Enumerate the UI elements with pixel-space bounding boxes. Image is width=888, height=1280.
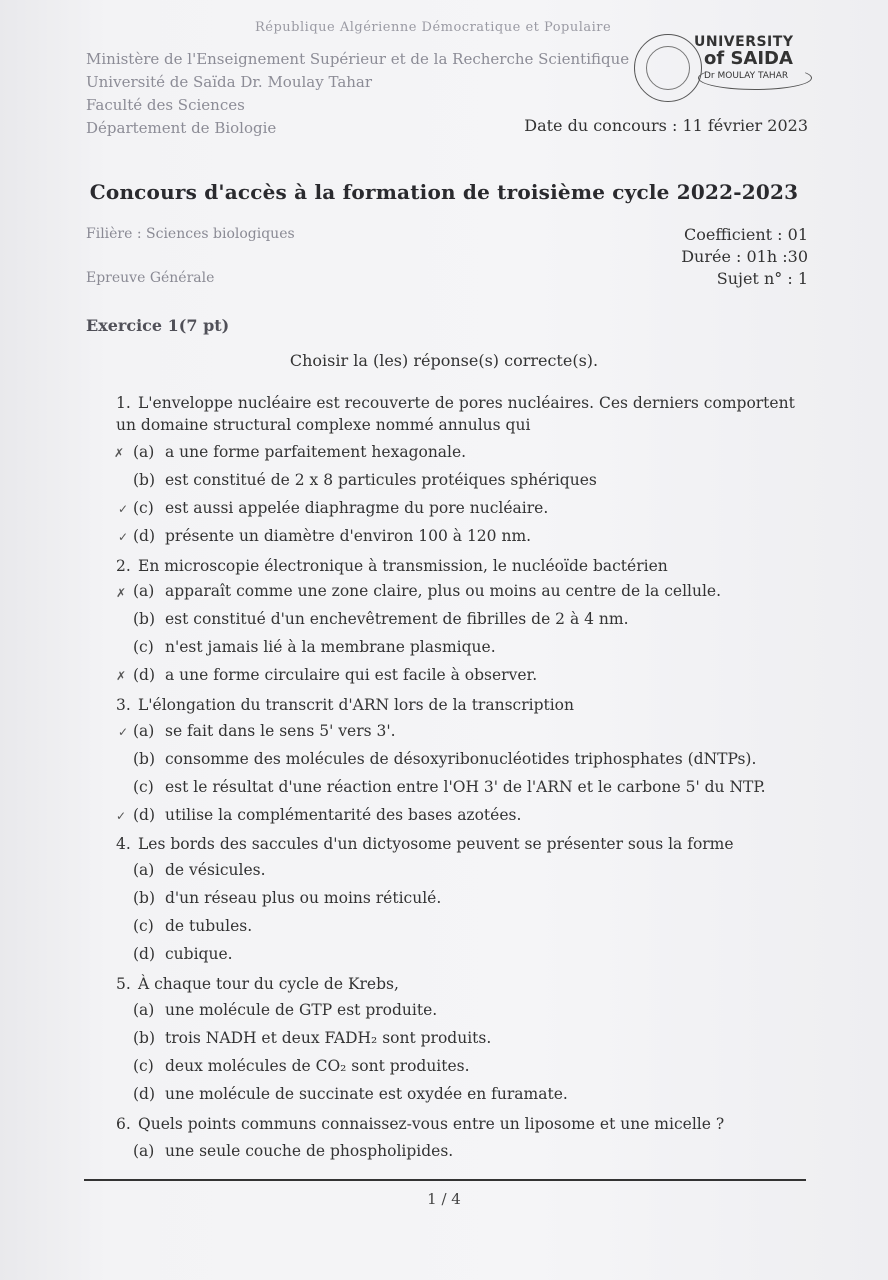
exam-title: Concours d'accès à la formation de troisième cycle 2022-2023 bbox=[89, 180, 799, 204]
question-text: Les bords des saccules d'un dictyosome peuvent se présenter sous la forme bbox=[138, 835, 734, 853]
question-number: 3. bbox=[116, 696, 131, 714]
question-number: 1. bbox=[116, 394, 131, 412]
duration: Durée : 01h :30 bbox=[681, 247, 808, 266]
handwritten-check-icon: ✗ bbox=[114, 446, 125, 460]
option-label: (d) bbox=[133, 666, 156, 684]
option-5d[interactable] bbox=[133, 1085, 568, 1103]
option-text: n'est jamais lié à la membrane plasmique. bbox=[165, 638, 496, 656]
question-text: Quels points communs connaissez-vous entre un liposome et une micelle ? bbox=[138, 1115, 725, 1133]
question-5 bbox=[116, 973, 806, 995]
option-6a[interactable] bbox=[133, 1142, 453, 1160]
option-2b[interactable] bbox=[133, 610, 629, 628]
option-text: est constitué de 2 x 8 particules protéiques sphériques bbox=[165, 471, 597, 489]
question-3 bbox=[116, 694, 806, 716]
question-text: L'élongation du transcrit d'ARN lors de la transcription bbox=[138, 696, 574, 714]
option-text: une molécule de GTP est produite. bbox=[165, 1001, 438, 1019]
option-2a[interactable] bbox=[133, 582, 721, 600]
option-1a[interactable] bbox=[133, 443, 466, 461]
question-2 bbox=[116, 555, 806, 577]
option-text: est aussi appelée diaphragme du pore nucléaire. bbox=[165, 499, 549, 517]
handwritten-check-icon: ✓ bbox=[116, 809, 127, 823]
epreuve-label: Epreuve Générale bbox=[86, 270, 215, 286]
option-label: (d) bbox=[133, 1085, 156, 1103]
question-1 bbox=[116, 392, 806, 436]
exercise-title: Exercice 1(7 pt) bbox=[86, 316, 230, 335]
university-logo bbox=[628, 28, 818, 112]
option-text: est constitué d'un enchevêtrement de fibrilles de 2 à 4 nm. bbox=[165, 610, 629, 628]
option-4a[interactable] bbox=[133, 861, 266, 879]
option-label: (d) bbox=[133, 945, 156, 963]
option-text: une seule couche de phospholipides. bbox=[165, 1142, 454, 1160]
option-label: (a) bbox=[133, 1142, 155, 1160]
university-line: Université de Saïda Dr. Moulay Tahar bbox=[86, 73, 373, 91]
option-label: (b) bbox=[133, 471, 156, 489]
question-number: 4. bbox=[116, 835, 131, 853]
exam-date: Date du concours : 11 février 2023 bbox=[524, 116, 808, 135]
coefficient: Coefficient : 01 bbox=[683, 225, 808, 244]
option-label: (b) bbox=[133, 889, 156, 907]
option-2d[interactable] bbox=[133, 666, 537, 684]
option-2c[interactable] bbox=[133, 638, 496, 656]
question-4 bbox=[116, 833, 806, 855]
question-number: 6. bbox=[116, 1115, 131, 1133]
option-text: deux molécules de CO₂ sont produites. bbox=[165, 1057, 470, 1075]
option-label: (b) bbox=[133, 1029, 156, 1047]
question-number: 2. bbox=[116, 557, 131, 575]
filiere-label: Filière : Sciences biologiques bbox=[86, 226, 295, 242]
option-5c[interactable] bbox=[133, 1057, 470, 1075]
option-3c[interactable] bbox=[133, 778, 766, 796]
exercise-instruction: Choisir la (les) réponse(s) correcte(s). bbox=[289, 351, 599, 370]
handwritten-check-icon: ✗ bbox=[116, 586, 127, 600]
option-label: (a) bbox=[133, 443, 155, 461]
option-3d[interactable] bbox=[133, 806, 521, 824]
option-4d[interactable] bbox=[133, 945, 233, 963]
question-text: À chaque tour du cycle de Krebs, bbox=[138, 975, 399, 993]
department-line: Département de Biologie bbox=[86, 119, 277, 137]
option-text: apparaît comme une zone claire, plus ou moins au centre de la cellule. bbox=[165, 582, 722, 600]
option-text: est le résultat d'une réaction entre l'OH 3' de l'ARN et le carbone 5' du NTP. bbox=[165, 778, 766, 796]
option-3b[interactable] bbox=[133, 750, 756, 768]
option-1c[interactable] bbox=[133, 499, 548, 517]
option-label: (d) bbox=[133, 527, 156, 545]
footer-rule bbox=[84, 1179, 806, 1181]
exam-meta bbox=[681, 224, 808, 290]
option-3a[interactable] bbox=[133, 722, 396, 740]
option-label: (c) bbox=[133, 917, 154, 935]
option-5b[interactable] bbox=[133, 1029, 491, 1047]
option-label: (c) bbox=[133, 1057, 154, 1075]
option-label: (b) bbox=[133, 610, 156, 628]
option-text: de tubules. bbox=[165, 917, 253, 935]
option-text: une molécule de succinate est oxydée en furamate. bbox=[165, 1085, 568, 1103]
question-text: L'enveloppe nucléaire est recouverte de pores nucléaires. Ces derniers comportent un domaine structural complexe nommé annulus qui bbox=[116, 394, 795, 434]
logo-line-2: of SAIDA bbox=[704, 48, 793, 69]
subject-number: Sujet n° : 1 bbox=[716, 269, 808, 288]
ministry-line: Ministère de l'Enseignement Supérieur et de la Recherche Scientifique bbox=[86, 50, 630, 68]
option-label: (a) bbox=[133, 722, 155, 740]
question-number: 5. bbox=[116, 975, 131, 993]
handwritten-check-icon: ✗ bbox=[116, 669, 127, 683]
handwritten-check-icon: ✓ bbox=[118, 530, 129, 544]
option-1d[interactable] bbox=[133, 527, 531, 545]
option-label: (b) bbox=[133, 750, 156, 768]
option-text: se fait dans le sens 5' vers 3'. bbox=[165, 722, 396, 740]
handwritten-check-icon: ✓ bbox=[118, 725, 129, 739]
option-text: a une forme parfaitement hexagonale. bbox=[165, 443, 467, 461]
option-text: présente un diamètre d'environ 100 à 120 nm. bbox=[165, 527, 532, 545]
option-text: utilise la complémentarité des bases azotées. bbox=[165, 806, 522, 824]
option-1b[interactable] bbox=[133, 471, 597, 489]
option-4b[interactable] bbox=[133, 889, 441, 907]
option-label: (c) bbox=[133, 638, 154, 656]
option-label: (c) bbox=[133, 778, 154, 796]
logo-line-1: UNIVERSITY bbox=[694, 34, 794, 50]
option-text: a une forme circulaire qui est facile à observer. bbox=[165, 666, 538, 684]
option-text: trois NADH et deux FADH₂ sont produits. bbox=[165, 1029, 492, 1047]
option-text: cubique. bbox=[165, 945, 233, 963]
option-4c[interactable] bbox=[133, 917, 252, 935]
question-text: En microscopie électronique à transmission, le nucléoïde bactérien bbox=[138, 557, 668, 575]
university-seal-icon bbox=[634, 34, 702, 102]
option-label: (d) bbox=[133, 806, 156, 824]
republic-header: République Algérienne Démocratique et Populaire bbox=[255, 20, 612, 35]
page-number: 1 / 4 bbox=[427, 1190, 461, 1208]
option-text: d'un réseau plus ou moins réticulé. bbox=[165, 889, 442, 907]
option-label: (a) bbox=[133, 582, 155, 600]
option-label: (a) bbox=[133, 861, 155, 879]
option-label: (c) bbox=[133, 499, 154, 517]
faculty-line: Faculté des Sciences bbox=[86, 96, 245, 114]
handwritten-check-icon: ✓ bbox=[118, 502, 129, 516]
option-label: (a) bbox=[133, 1001, 155, 1019]
option-text: de vésicules. bbox=[165, 861, 266, 879]
option-text: consomme des molécules de désoxyribonucléotides triphosphates (dNTPs). bbox=[165, 750, 757, 768]
logo-line-3: Dr MOULAY TAHAR bbox=[704, 71, 789, 81]
question-6 bbox=[116, 1113, 806, 1135]
option-5a[interactable] bbox=[133, 1001, 437, 1019]
